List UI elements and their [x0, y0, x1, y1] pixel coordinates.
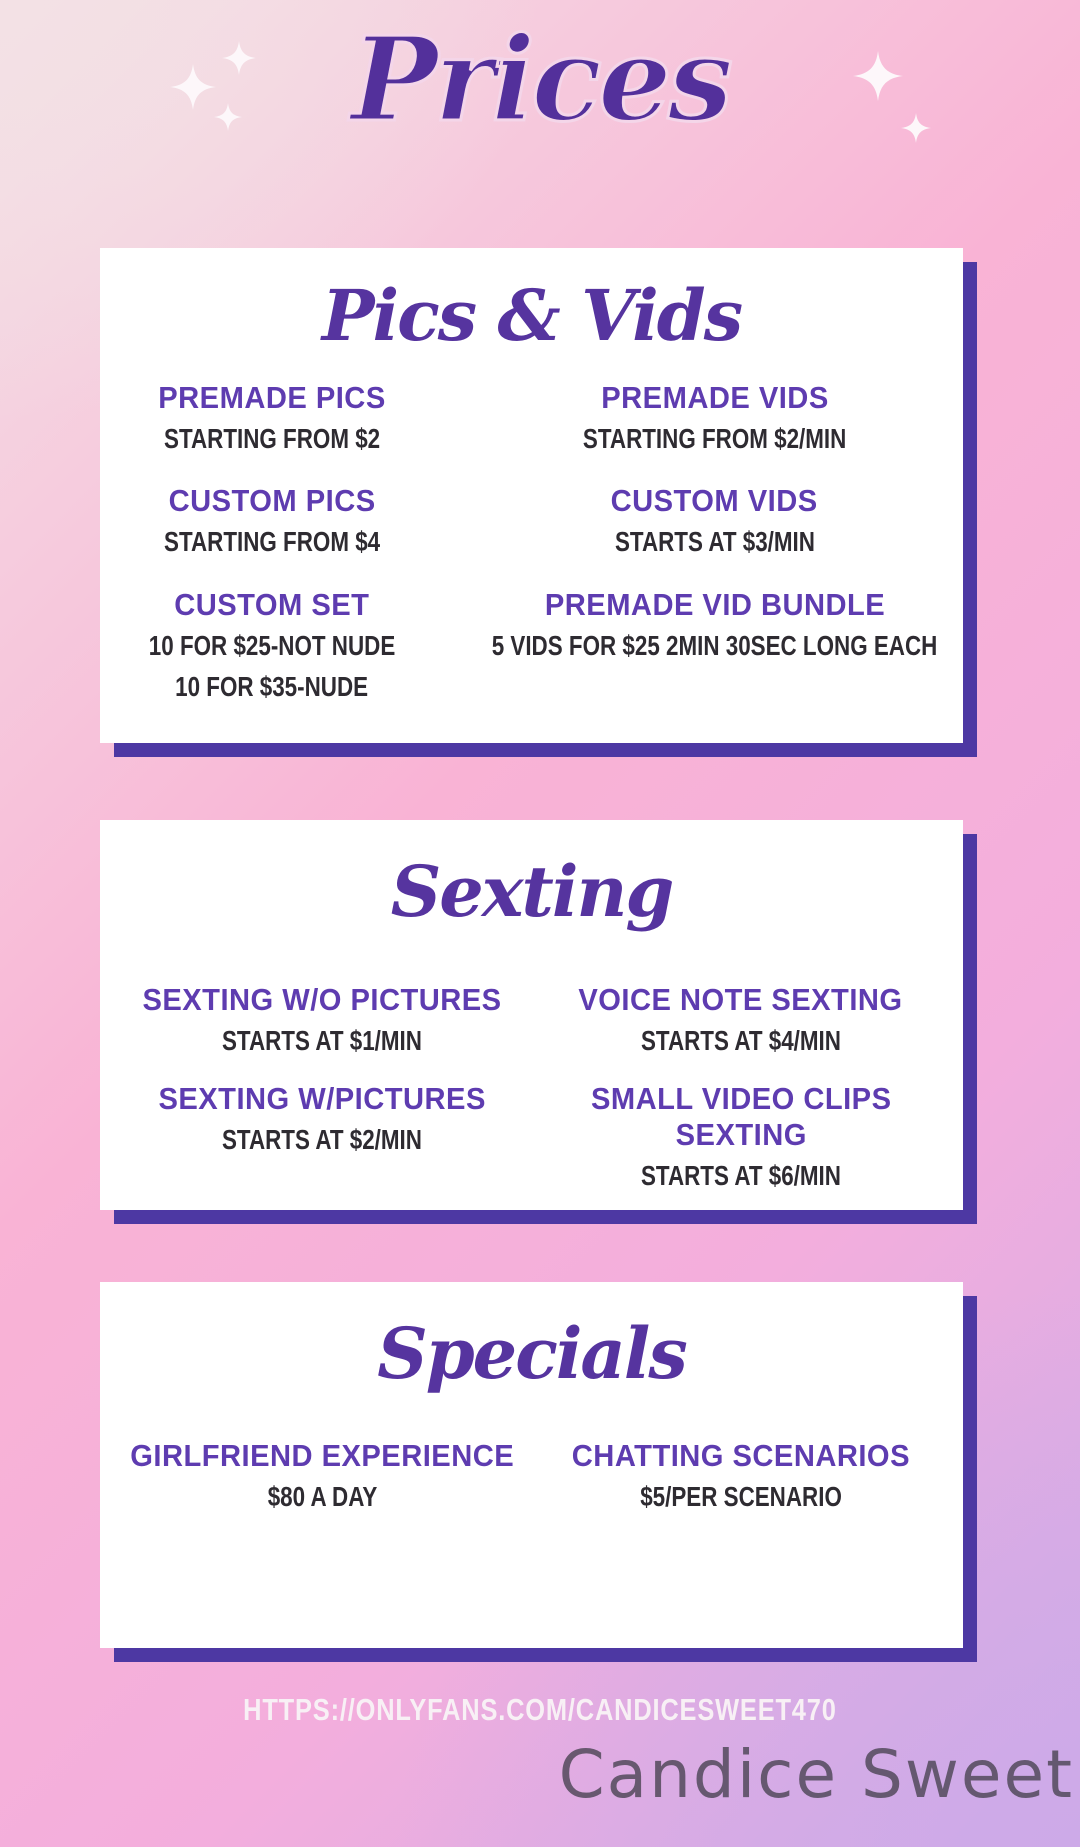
- item-price: 10 FOR $25-NOT NUDE: [148, 629, 396, 661]
- profile-url-text: HTTPS://ONLYFANS.COM/CANDICESWEET470: [243, 1692, 837, 1727]
- item-title: VOICE NOTE SEXTING: [578, 982, 903, 1017]
- price-item-small-video-clips-sexting: [537, 1081, 946, 1194]
- item-title: GIRLFRIEND EXPERIENCE: [130, 1438, 515, 1473]
- profile-url: [0, 1692, 1080, 1728]
- price-item-girlfriend-experience: [118, 1438, 527, 1515]
- card-heading: Pics & Vids: [321, 274, 742, 357]
- price-item-custom-pics: [118, 483, 426, 560]
- item-title: PREMADE VIDS: [600, 380, 829, 415]
- card-pics-and-vids: [100, 248, 963, 743]
- sparkle-icon: [214, 98, 242, 136]
- price-item-premade-pics: [118, 380, 426, 457]
- sparkle-icon: [901, 108, 931, 148]
- title-row: [0, 14, 1080, 147]
- item-title: SEXTING W/PICTURES: [158, 1081, 486, 1117]
- item-price: STARTS AT $6/MIN: [640, 1159, 841, 1191]
- sparkle-icon: [853, 46, 903, 106]
- page-title: Prices: [350, 12, 730, 148]
- price-item-voice-note-sexting: [537, 982, 946, 1059]
- item-title: SMALL VIDEO CLIPS SEXTING: [590, 1081, 892, 1153]
- item-title: PREMADE VID BUNDLE: [544, 586, 885, 622]
- item-title: CUSTOM SET: [174, 586, 370, 622]
- sparkles-right: [845, 42, 940, 157]
- item-price: 5 VIDS FOR $25 2MIN 30SEC LONG EACH: [491, 629, 938, 661]
- card-sexting: [100, 820, 963, 1210]
- item-price: $80 A DAY: [267, 1480, 378, 1512]
- price-item-sexting-with-pictures: [118, 1081, 527, 1194]
- price-items-grid: [100, 982, 963, 1195]
- item-title: SEXTING W/O PICTURES: [142, 982, 502, 1017]
- item-price: STARTS AT $2/MIN: [222, 1124, 423, 1156]
- price-item-chatting-scenarios: [537, 1438, 946, 1515]
- price-items-grid: [100, 380, 963, 706]
- sparkle-icon: [170, 64, 216, 110]
- price-item-custom-set: [118, 587, 426, 706]
- item-price: STARTS AT $4/MIN: [640, 1024, 841, 1056]
- item-title: CHATTING SCENARIOS: [571, 1438, 910, 1473]
- item-title: CUSTOM VIDS: [611, 483, 819, 519]
- item-price: STARTING FROM $2/MIN: [582, 422, 847, 454]
- item-title: PREMADE PICS: [158, 380, 386, 415]
- price-items-grid: [100, 1438, 963, 1515]
- item-price: STARTING FROM $2: [163, 422, 381, 454]
- price-item-premade-vids: [436, 380, 993, 457]
- item-price: STARTS AT $3/MIN: [614, 526, 815, 558]
- sparkles-left: [170, 36, 260, 146]
- item-price: $5/PER SCENARIO: [639, 1480, 842, 1512]
- item-price: STARTING FROM $4: [163, 526, 381, 558]
- sparkle-icon: [222, 36, 256, 80]
- card-heading: Specials: [377, 1312, 686, 1395]
- item-price: 10 FOR $35-NUDE: [175, 671, 369, 703]
- price-item-custom-vids: [436, 483, 993, 560]
- item-price: STARTS AT $1/MIN: [222, 1024, 423, 1056]
- price-item-sexting-without-pictures: [118, 982, 527, 1059]
- watermark-signature: Candice Sweet: [558, 1736, 1074, 1813]
- card-heading: Sexting: [390, 850, 673, 933]
- item-title: CUSTOM PICS: [168, 483, 376, 519]
- price-item-premade-vid-bundle: [436, 587, 993, 706]
- card-specials: [100, 1282, 963, 1648]
